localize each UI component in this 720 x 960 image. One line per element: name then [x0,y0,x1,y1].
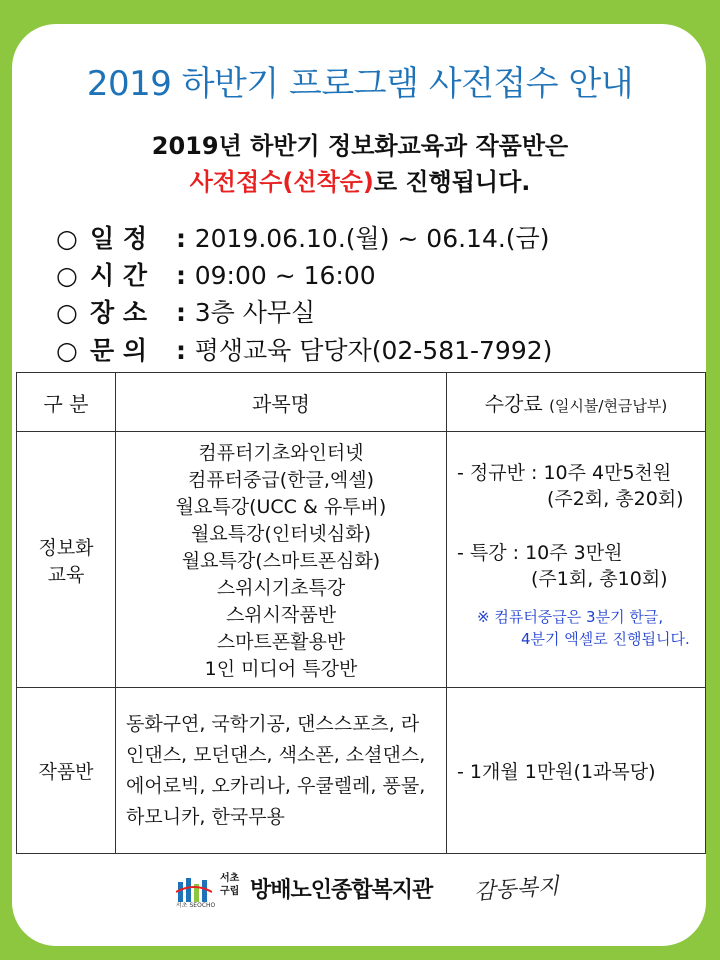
header-fee-note: (일시불/현금납부) [549,396,668,415]
subtitle-rest: 로 진행됩니다. [373,168,531,196]
fee-special: - 특강 : 10주 3만원 [457,542,623,564]
fee-special-detail: (주1회, 총10회) [531,568,668,590]
info-value: 평생교육 담당자(02-581-7992) [194,336,553,365]
circle-bullet-icon: ○ [56,336,78,365]
fee-regular: - 정규반 : 10주 4만5천원 [457,462,672,484]
note-line: ※ 컴퓨터중급은 3분기 한글, [477,608,664,626]
circle-bullet-icon: ○ [56,298,78,327]
subtitle-highlight: 사전접수(선착순) [189,168,374,196]
logo-caption: 서초 SEOCHO [176,902,216,909]
course-item: 스마트폰활용반 [216,631,346,653]
course-list [116,432,447,688]
course-item: 스위시기초특강 [216,577,346,599]
district-line: 서초 [220,873,240,884]
info-label: 일 정 [90,224,148,253]
fee-regular-detail: (주2회, 총20회) [547,488,684,510]
info-value: 3층 사무실 [194,298,316,327]
subtitle-line-2 [0,162,720,197]
circle-bullet-icon: ○ [56,261,78,290]
course-item: 월요특강(인터넷심화) [190,523,371,545]
category-line: 정보화 [38,536,94,559]
notice-title: 2019 하반기 프로그램 사전접수 안내 [86,64,634,104]
district-line: 구립 [220,886,240,897]
info-label: 문 의 [90,336,148,365]
fee-cell [447,432,706,688]
info-time: ○ 시 간 : 09:00 ~ 16:00 [56,256,376,292]
info-label: 시 간 [90,261,148,290]
info-contact: ○ 문 의 : 평생교육 담당자(02-581-7992) [56,331,552,367]
fee-cell: - 1개월 1만원(1과목당) [447,688,706,854]
info-schedule: ○ 일 정 : 2019.06.10.(월) ~ 06.14.(금) [56,219,549,255]
fee-note [457,606,705,650]
course-item: 컴퓨터중급(한글,엑셀) [187,469,375,491]
course-item: 월요특강(스마트폰심화) [181,550,381,572]
header-fee [447,373,706,432]
subtitle-line-1: 2019년 하반기 정보화교육과 작품반은 [151,132,569,160]
row-category: 작품반 [17,688,116,854]
table-header-row [17,373,706,432]
district-label [220,872,239,898]
table-row [17,688,706,854]
course-item: 스위시작품반 [225,604,337,626]
course-item: 월요특강(UCC & 유투버) [175,496,387,518]
circle-bullet-icon: ○ [56,224,78,253]
info-place: ○ 장 소 : 3층 사무실 [56,293,315,329]
slogan-signature: 감동복지 [473,874,560,905]
info-value: 09:00 ~ 16:00 [194,261,376,290]
row-category [17,432,116,688]
course-list: 동화구연, 국학기공, 댄스스포츠, 라인댄스, 모던댄스, 색소폰, 소셜댄스, 에어로빅, 오카리나, 우쿨렐레, 풍물, 하모니카, 한국무용 [116,688,447,854]
category-line: 교육 [47,563,85,586]
course-item: 컴퓨터기초와인터넷 [198,442,364,464]
table-row [17,432,706,688]
footer-logo [176,870,596,930]
header-fee-label: 수강료 [484,391,543,416]
header-category: 구 분 [17,373,116,432]
note-line: 4분기 엑셀로 진행됩니다. [521,630,690,648]
program-table [16,372,706,854]
org-name: 방배노인종합복지관 [250,878,433,903]
course-item: 1인 미디어 특강반 [204,658,358,680]
info-value: 2019.06.10.(월) ~ 06.14.(금) [194,224,550,253]
info-label: 장 소 [90,298,148,327]
header-course: 과목명 [116,373,447,432]
